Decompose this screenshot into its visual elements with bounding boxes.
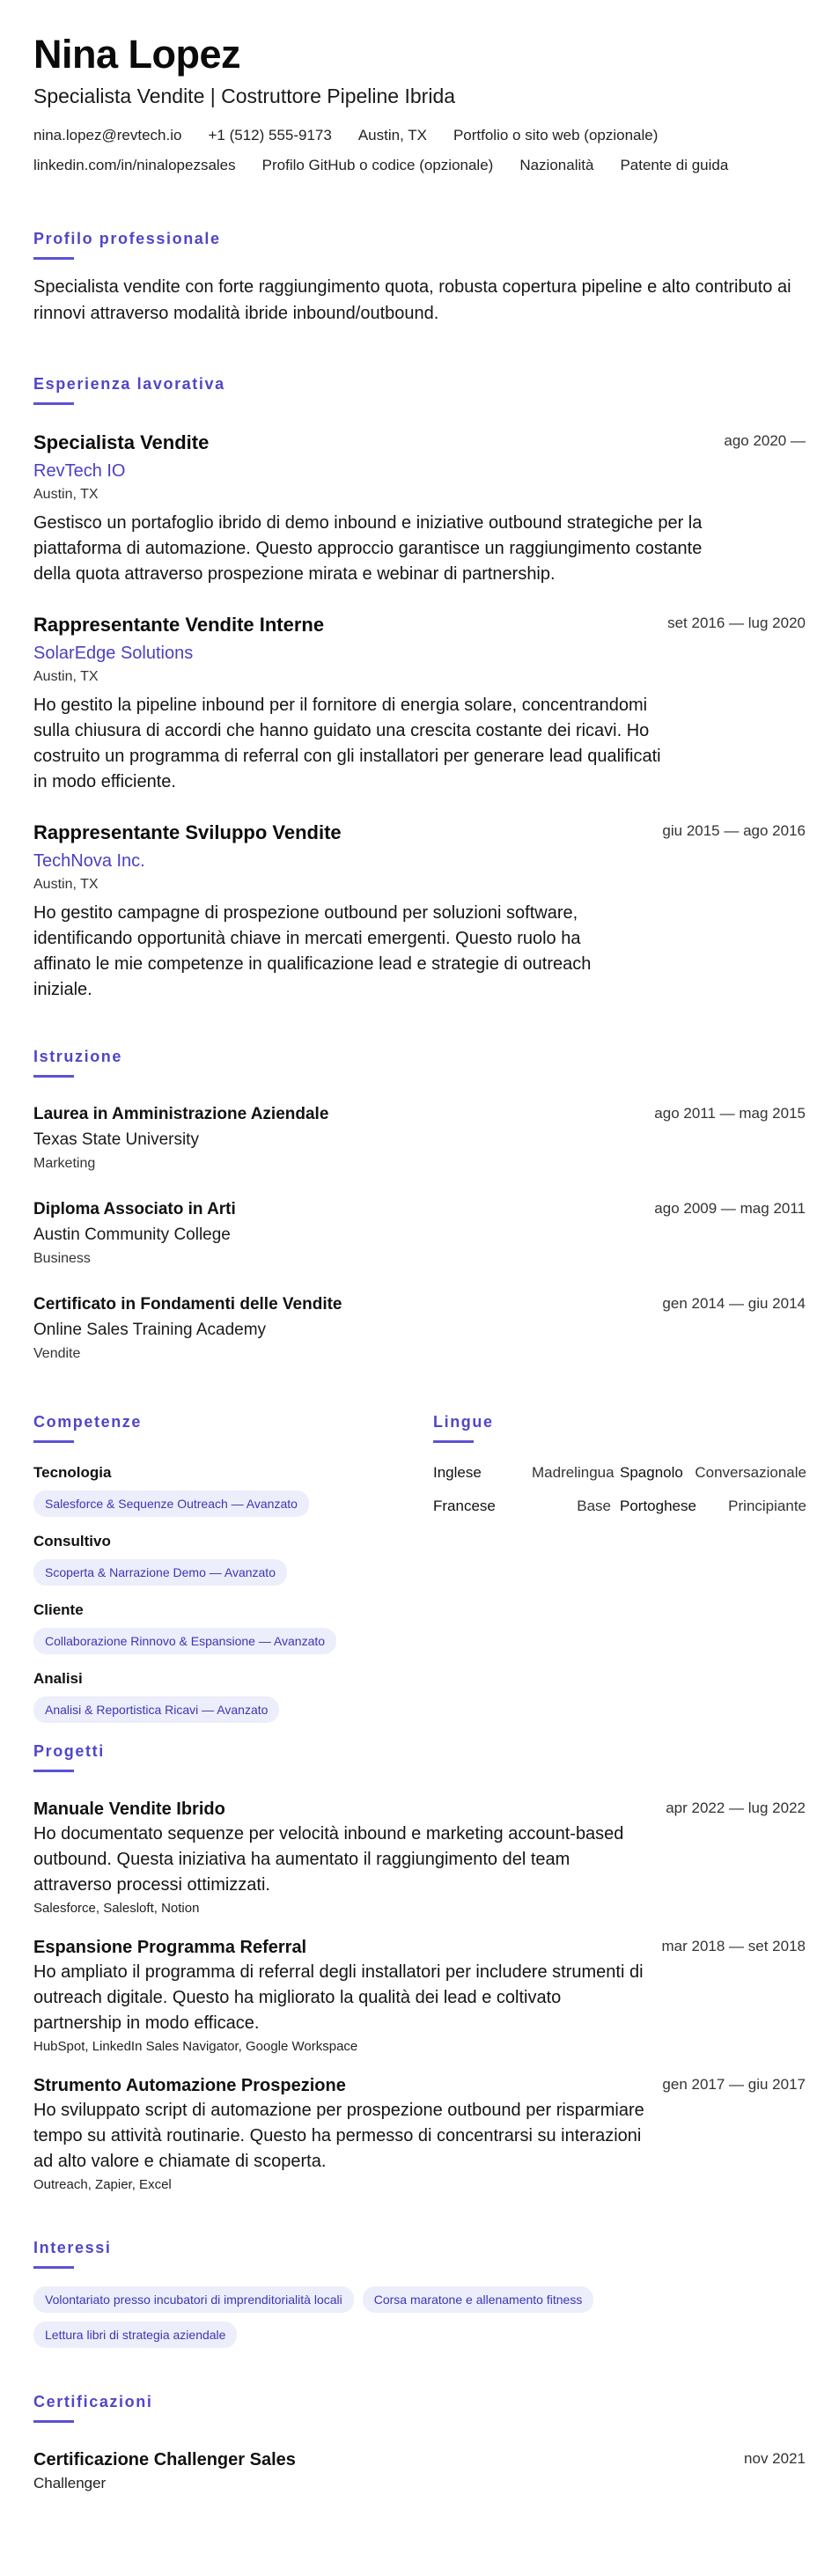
candidate-headline: Specialista Vendite | Costruttore Pipeline Ibrida [33, 85, 456, 107]
language-level: Conversazionale [695, 1464, 806, 1481]
certification-issuer: Challenger [33, 2475, 107, 2491]
project-date: gen 2017 — giu 2017 [662, 2076, 806, 2093]
job-location: Austin, TX [33, 487, 99, 502]
section-divider [33, 2420, 74, 2423]
project-title: Strumento Automazione Prospezione [33, 2076, 346, 2095]
job-location: Austin, TX [33, 877, 99, 892]
summary-heading: Profilo professionale [33, 230, 221, 247]
job-date: ago 2020 — [724, 432, 806, 449]
experience-section [33, 374, 806, 1003]
skill-category: Cliente [33, 1601, 84, 1618]
project-title: Manuale Vendite Ibrido [33, 1800, 225, 1819]
interests-chips [33, 2286, 667, 2348]
summary-text: Specialista vendite con forte raggiungimento quota, robusta copertura pipeline e alto contributo ai rinnovi attraverso modalità ibride inbound/outbound. [33, 277, 791, 323]
project-tech: Outreach, Zapier, Excel [33, 2177, 172, 2192]
language-level: Madrelingua [532, 1464, 615, 1481]
job-description: Gestisco un portafoglio ibrido di demo inbound e iniziative outbound strategiche per la piattaforma di automazione. Questo approccio garantisce un raggiungimento costante della quota attraverso prospezione mirata e webinar di partnership. [33, 513, 703, 584]
skill-category: Consultivo [33, 1533, 111, 1549]
job-date: set 2016 — lug 2020 [667, 615, 806, 631]
education-field: Business [33, 1251, 91, 1266]
project-description: Ho documentato sequenze per velocità inbound e marketing account-based outbound. Questa iniziativa ha aumentato il raggiungimento del team attraverso processi ottimizzati. [33, 1824, 624, 1895]
skill-group [33, 1464, 421, 1517]
projects-heading: Progetti [33, 1742, 105, 1760]
language-name: Portoghese [620, 1498, 696, 1514]
interests-section [33, 2238, 806, 2348]
certification-name: Certificazione Challenger Sales [33, 2450, 296, 2469]
education-degree: Laurea in Amministrazione Aziendale [33, 1105, 329, 1123]
skill-chip[interactable]: Salesforce & Sequenze Outreach — Avanzato [33, 1490, 309, 1517]
contact-driving-license: Patente di guida [620, 157, 729, 173]
contact-phone[interactable]: +1 (512) 555-9173 [208, 127, 332, 144]
certifications-heading: Certificazioni [33, 2393, 153, 2410]
contact-nationality: Nazionalità [519, 157, 594, 173]
interests-heading: Interessi [33, 2239, 112, 2256]
education-school: Online Sales Training Academy [33, 1321, 267, 1339]
interest-chip[interactable]: Lettura libri di strategia aziendale [33, 2322, 237, 2348]
languages-section [433, 1412, 806, 1515]
section-divider [33, 257, 74, 260]
skill-group [33, 1670, 421, 1723]
section-divider [433, 1440, 474, 1443]
education-school: Texas State University [33, 1130, 199, 1149]
project-entry [33, 1937, 806, 2056]
job-title: Rappresentante Vendite Interne [33, 614, 325, 636]
contact-row-primary [33, 127, 806, 144]
language-name: Spagnolo [620, 1464, 683, 1481]
job-title: Rappresentante Sviluppo Vendite [33, 821, 342, 843]
education-entry [33, 1294, 806, 1363]
project-tech: HubSpot, LinkedIn Sales Navigator, Google Workspace [33, 2039, 358, 2054]
candidate-name: Nina Lopez [33, 32, 241, 77]
contact-portfolio[interactable]: Portfolio o sito web (opzionale) [453, 127, 659, 144]
skill-category: Tecnologia [33, 1464, 112, 1481]
resume-header [33, 33, 806, 174]
education-heading: Istruzione [33, 1048, 123, 1065]
skills-languages-row [33, 1412, 806, 1741]
job-description: Ho gestito la pipeline inbound per il fornitore di energia solare, concentrandomi sulla chiusura di accordi che hanno guidato una crescita costante dei ricavi. Ho costruito un programma di referral con gli installatori per generare lead qualificati in modo efficiente. [33, 696, 661, 791]
project-date: apr 2022 — lug 2022 [666, 1800, 806, 1816]
interest-chip[interactable]: Corsa maratone e allenamento fitness [363, 2286, 594, 2313]
skills-section [33, 1412, 421, 1723]
skill-group [33, 1601, 421, 1654]
project-title: Espansione Programma Referral [33, 1938, 307, 1957]
experience-heading: Esperienza lavorativa [33, 375, 225, 393]
section-divider [33, 1770, 74, 1772]
contact-github[interactable]: Profilo GitHub o codice (opzionale) [261, 157, 494, 173]
education-school: Austin Community College [33, 1225, 231, 1244]
section-divider [33, 1075, 74, 1078]
job-company: TechNova Inc. [33, 851, 145, 871]
interest-chip[interactable]: Volontariato presso incubatori di imprenditorialità locali [33, 2286, 354, 2313]
section-divider [33, 1440, 74, 1443]
language-level: Base [577, 1498, 611, 1514]
project-entry [33, 1799, 806, 1917]
project-entry [33, 2075, 806, 2194]
skill-group [33, 1533, 421, 1586]
certification-date: nov 2021 [744, 2450, 806, 2467]
language-name: Francese [433, 1498, 496, 1514]
job-title: Specialista Vendite [33, 431, 210, 453]
job-entry [33, 821, 806, 1003]
education-field: Marketing [33, 1156, 96, 1171]
skill-category: Analisi [33, 1670, 83, 1687]
education-date: gen 2014 — giu 2014 [662, 1295, 806, 1312]
contact-linkedin[interactable]: linkedin.com/in/ninalopezsales [33, 157, 236, 173]
education-date: ago 2011 — mag 2015 [654, 1105, 806, 1122]
job-location: Austin, TX [33, 669, 99, 684]
education-entry [33, 1199, 806, 1268]
job-date: giu 2015 — ago 2016 [662, 822, 806, 839]
education-field: Vendite [33, 1346, 81, 1361]
certifications-section [33, 2392, 806, 2493]
skill-chip[interactable]: Analisi & Reportistica Ricavi — Avanzato [33, 1696, 279, 1723]
education-section [33, 1047, 806, 1363]
section-divider [33, 2266, 74, 2269]
job-company: SolarEdge Solutions [33, 644, 194, 663]
contact-location: Austin, TX [357, 127, 427, 144]
contact-row-secondary [33, 157, 806, 174]
languages-heading: Lingue [433, 1413, 494, 1431]
education-entry [33, 1104, 806, 1173]
contact-email[interactable]: nina.lopez@revtech.io [33, 127, 182, 144]
languages-grid [433, 1464, 806, 1515]
skill-chip[interactable]: Scoperta & Narrazione Demo — Avanzato [33, 1559, 287, 1586]
summary-section [33, 229, 806, 327]
skill-chip[interactable]: Collaborazione Rinnovo & Espansione — Avanzato [33, 1628, 336, 1654]
language-level: Principiante [728, 1498, 806, 1514]
project-description: Ho ampliato il programma di referral degli installatori per includere strumenti di outreach digitale. Questo ha migliorato la qualità dei lead e coltivato partnership in modo efficace. [33, 1962, 644, 2033]
job-entry [33, 614, 806, 795]
language-name: Inglese [433, 1464, 482, 1481]
education-degree: Certificato in Fondamenti delle Vendite [33, 1295, 342, 1314]
projects-section [33, 1741, 806, 2194]
section-divider [33, 402, 74, 405]
project-description: Ho sviluppato script di automazione per prospezione outbound per risparmiare tempo su attività routinarie. Questo ha permesso di concentrarsi su interazioni ad alto valore e chiamate di scoperta. [33, 2101, 644, 2171]
project-tech: Salesforce, Salesloft, Notion [33, 1901, 200, 1916]
education-degree: Diploma Associato in Arti [33, 1200, 236, 1218]
certification-entry [33, 2449, 806, 2493]
job-description: Ho gestito campagne di prospezione outbound per soluzioni software, identificando opportunità chiave in mercati emergenti. Questo ruolo ha affinato le mie competenze in qualificazione lead e strategie di outreach iniziale. [33, 903, 592, 999]
project-date: mar 2018 — set 2018 [661, 1938, 806, 1954]
job-entry [33, 431, 806, 587]
job-company: RevTech IO [33, 461, 126, 481]
education-date: ago 2009 — mag 2011 [654, 1200, 806, 1217]
skills-heading: Competenze [33, 1413, 143, 1431]
